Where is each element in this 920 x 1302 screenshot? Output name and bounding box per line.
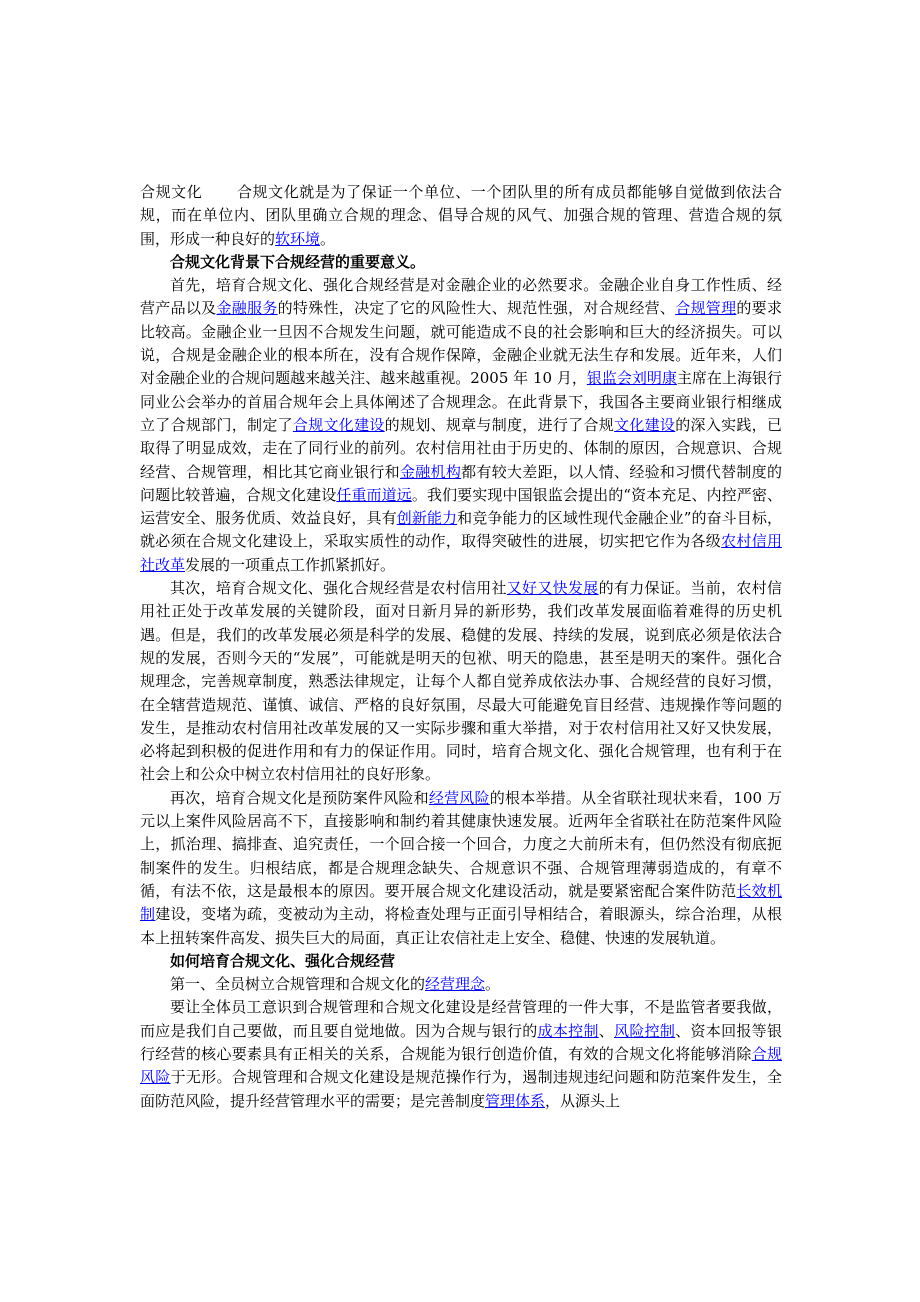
text: ，从源头上 — [545, 1091, 621, 1110]
link-compliance-risk[interactable]: 合规风险 — [140, 1044, 782, 1087]
link-compliance-management[interactable]: 合规管理 — [675, 299, 737, 318]
intro-text: 合规文化就是为了保证一个单位、一个团队里的所有成员都能够自觉做到依法合规，而在单位内、团队里确立合规的理念、倡导合规的风气、加强合规的管理、营造合规的氛围，形成一种良好的 — [140, 183, 782, 248]
link-innovation-ability[interactable]: 创新能力 — [396, 509, 458, 528]
intro-end: 。 — [320, 229, 336, 248]
link-financial-services[interactable]: 金融服务 — [216, 299, 278, 318]
link-compliance-culture-building[interactable]: 合规文化建设 — [292, 415, 385, 434]
document-body — [140, 181, 782, 1113]
text: 都有较大差距，以人情、经验和习惯代替制度的问题比较普遍，合规文化建设 — [140, 462, 782, 504]
link-operational-risk[interactable]: 经营风险 — [428, 788, 490, 807]
text: 、 — [598, 1021, 615, 1040]
text: 主席在上海银行同业公会举办的首届合规年会上具体阐述了合规理念。在此背景下，我国各主要商业银行相继成立了合规部门，制定了 — [140, 369, 782, 434]
paragraph-point-one-body — [140, 996, 782, 1112]
paragraph-second — [140, 577, 782, 787]
link-cost-control[interactable]: 成本控制 — [537, 1021, 599, 1040]
text: 的深入实践，已取得了明显成效，走在了同行业的前列。农村信用社由于历史的、体制的原因，合规意识、合规经营、合规管理，相比其它商业银行和 — [140, 415, 782, 481]
link-culture-building[interactable]: 文化建设 — [614, 415, 676, 434]
section-heading-how-to: 如何培育合规文化、强化合规经营 — [170, 951, 396, 970]
text: 和竞争能力的区域性现代金融企业”的奋斗目标，就必须在合规文化建设上，采取实质性的动作，取得突破性的进展，切实把它作为各级 — [140, 509, 782, 551]
link-rural-credit-reform[interactable]: 农村信用社改革 — [140, 532, 782, 574]
link-soft-environment[interactable]: 软环境 — [275, 229, 321, 248]
text: 建设，变堵为疏，变被动为主动，将检查处理与正面引导相结合，着眼源头，综合治理，从根本上扭转案件高发、损失巨大的局面，真正让农信社走上安全、稳健、快速的发展轨道。 — [140, 905, 782, 947]
intro-paragraph — [140, 181, 782, 251]
text: 首先，培育合规文化、强化合规经营是对金融企业的必然要求。金融企业自身工作性质、经营产品以及 — [140, 276, 782, 318]
text: 的要求比较高。金融企业一旦因不合规发生问题，就可能造成不良的社会影响和巨大的经济损失。可以说，合规是金融企业的根本所在，没有合规作保障，金融企业就无法生存和发展。近年来，人们对金融企业的合规问题越来越关注、越来越重视。2005 年 10 月， — [140, 299, 782, 388]
link-management-system[interactable]: 管理体系 — [485, 1091, 546, 1110]
text: 发展的一项重点工作抓紧抓好。 — [185, 555, 396, 574]
text: 再次，培育合规文化是预防案件风险和 — [170, 788, 429, 807]
paragraph-first — [140, 274, 782, 577]
text: 于无形。合规管理和合规文化建设是规范操作行为，遏制违规违纪问题和防范案件发生，全面防范风险，提升经营管理水平的需要；是完善制度 — [140, 1068, 782, 1110]
link-long-term-mechanism[interactable]: 长效机制 — [140, 881, 782, 924]
text: 的有力保证。当前，农村信用社正处于改革发展的关键阶段，面对日新月异的新形势，我们改革发展面临着难得的历史机遇。但是，我们的改革发展必须是科学的发展、稳健的发展、持续的发展，说到底必须是依法合规的发展，否则今天的“发展”，可能就是明天的包袱、明天的隐患，甚至是明天的案件。强化合规理念，完善规章制度，熟悉法律规定，让每个人都自觉养成依法办事、合规经营的良好习惯，在全辖营造规范、谨慎、诚信、严格的良好氛围，尽最大可能避免盲目经营、违规操作等问题的发生，是推动农村信用社改革发展的又一实际步骤和重大举措，对于农村信用社又好又快发展，必将起到积极的促进作用和有力的保证作用。同时，培育合规文化、强化合规管理，也有利于在社会上和公众中树立农村信用社的良好形象。 — [140, 579, 782, 784]
text: 。我们要实现中国银监会提出的“资本充足、内控严密、运营安全、服务优质、效益良好，具有 — [140, 485, 782, 528]
link-good-and-fast-development[interactable]: 又好又快发展 — [506, 579, 599, 598]
text: 。 — [485, 975, 501, 994]
text: 的特殊性，决定了它的风险性大、规范性强，对合规经营、 — [277, 299, 676, 318]
link-business-philosophy[interactable]: 经营理念 — [425, 975, 486, 994]
link-financial-institutions[interactable]: 金融机构 — [399, 462, 462, 481]
link-long-road[interactable]: 任重而道远 — [336, 485, 412, 504]
text: 的根本举措。从全省联社现状来看，100 万元以上案件风险居高不下，直接影响和制约着其健康快速发展。近两年全省联社在防范案件风险上，抓治理、搞排查、追究责任，一个回合接一个回合，力度之大前所未有，但仍然没有彻底扼制案件的发生。归根结底，都是合规理念缺失、合规意识不强、合规管理薄弱造成的，有章不循，有法不依，这是最根本的原因。要开展合规文化建设活动，就是要紧密配合案件防范 — [140, 788, 782, 900]
text: 要让全体员工意识到合规管理和合规文化建设是经营管理的一件大事，不是监管者要我做，而应是我们自己要做，而且要自觉地做。因为合规与银行的 — [140, 998, 782, 1040]
link-risk-control[interactable]: 风险控制 — [614, 1021, 676, 1040]
section-heading-significance: 合规文化背景下合规经营的重要意义。 — [170, 252, 426, 271]
paragraph-point-one — [140, 973, 782, 996]
intro-title: 合规文化 — [140, 183, 203, 201]
text: 、资本回报等银行经营的核心要素具有正相关的关系，合规能为银行创造价值，有效的合规文化将能够消除 — [140, 1021, 782, 1063]
text: 其次，培育合规文化、强化合规经营是农村信用社 — [170, 579, 507, 598]
link-cbrc-liu-mingkang[interactable]: 银监会刘明康 — [586, 369, 677, 388]
text: 的规划、规章与制度，进行了合规 — [384, 415, 615, 434]
text: 第一、全员树立合规管理和合规文化的 — [170, 975, 426, 994]
paragraph-third — [140, 787, 782, 950]
